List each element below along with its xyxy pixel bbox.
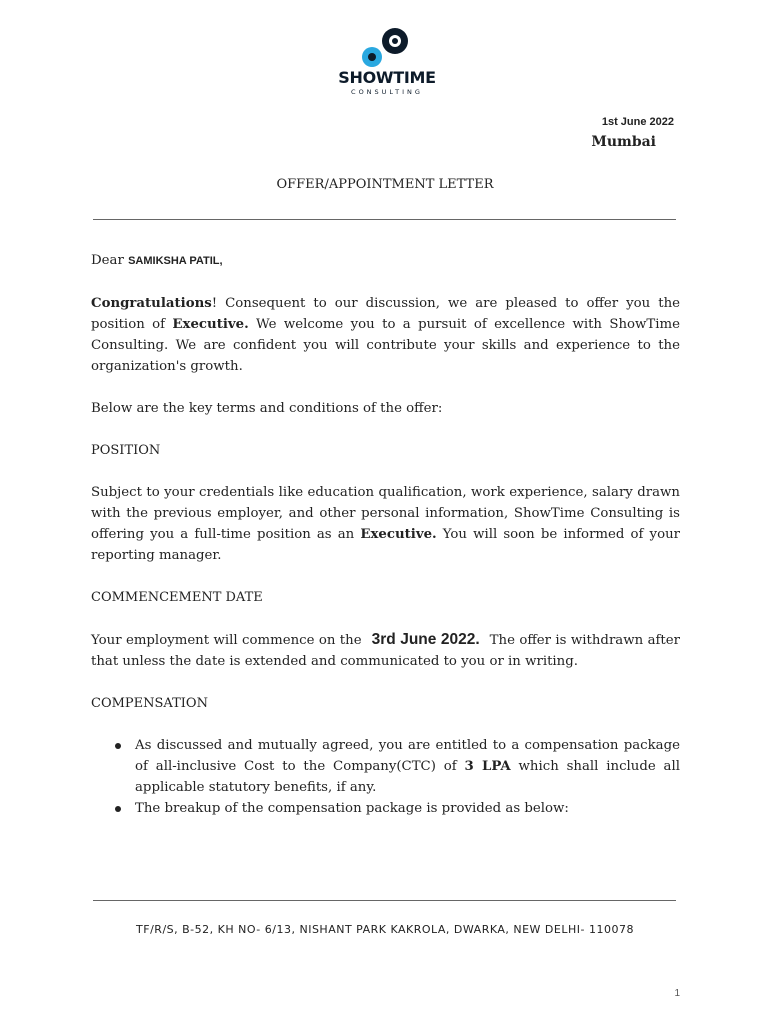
logo-subtitle: CONSULTING xyxy=(351,88,423,96)
letter-body xyxy=(91,250,680,819)
salutation xyxy=(91,250,680,272)
compensation-text-2: which shall include all applicable statutory benefits, if any. xyxy=(135,759,680,795)
commencement-text-1: Your employment will commence on the xyxy=(91,633,362,648)
commencement-text-2: The offer is withdrawn after that unless the date is extended and communicated to you or in writing. xyxy=(91,633,680,669)
logo-name: SHOWTIME xyxy=(338,68,436,87)
list-item: The breakup of the compensation package is provided as below: xyxy=(135,798,680,819)
commencement-heading: COMMENCEMENT DATE xyxy=(91,590,263,605)
company-logo xyxy=(337,28,437,98)
compensation-text-1: As discussed and mutually agreed, you are entitled to a compensation package of all-inclusive Cost to the Company(CTC) of xyxy=(135,738,680,774)
position-text-2: You will soon be informed of your reporting manager. xyxy=(91,527,680,563)
letter-date: 1st June 2022 xyxy=(601,116,674,128)
letter-city: Mumbai xyxy=(591,134,656,150)
recipient-name: SAMIKSHA PATIL, xyxy=(128,255,223,267)
position-paragraph xyxy=(91,482,680,566)
intro-bold-congrats: Congratulations xyxy=(91,296,212,311)
terms-intro: Below are the key terms and conditions of the offer: xyxy=(91,401,443,416)
header-divider xyxy=(93,219,676,220)
position-text-1: Subject to your credentials like education qualification, work experience, salary drawn with the previous employer, and other personal information, ShowTime Consulting is offering you a full-time position as an xyxy=(91,485,680,542)
logo-circles-icon xyxy=(361,28,411,70)
position-bold: Executive. xyxy=(360,527,437,542)
footer-divider xyxy=(93,900,676,901)
commencement-date: 3rd June 2022. xyxy=(371,631,480,648)
compensation-ctc: 3 LPA xyxy=(464,759,511,774)
page-number: 1 xyxy=(674,988,680,999)
compensation-list xyxy=(91,735,680,819)
intro-bold-position: Executive. xyxy=(172,317,249,332)
intro-text-1: ! Consequent to our discussion, we are pleased to offer you the position of xyxy=(91,296,680,332)
letter-title: OFFER/APPOINTMENT LETTER xyxy=(276,177,494,192)
intro-text-2: We welcome you to a pursuit of excellence with ShowTime Consulting. We are confident you will contribute your skills and experience to the organization's growth. xyxy=(91,317,680,374)
footer-address: TF/R/S, B-52, KH NO- 6/13, NISHANT PARK KAKROLA, DWARKA, NEW DELHI- 110078 xyxy=(136,923,634,936)
commencement-paragraph xyxy=(91,629,680,672)
compensation-heading: COMPENSATION xyxy=(91,696,208,711)
intro-paragraph xyxy=(91,293,680,377)
list-item xyxy=(135,735,680,798)
position-heading: POSITION xyxy=(91,443,161,458)
salutation-prefix: Dear xyxy=(91,253,124,268)
